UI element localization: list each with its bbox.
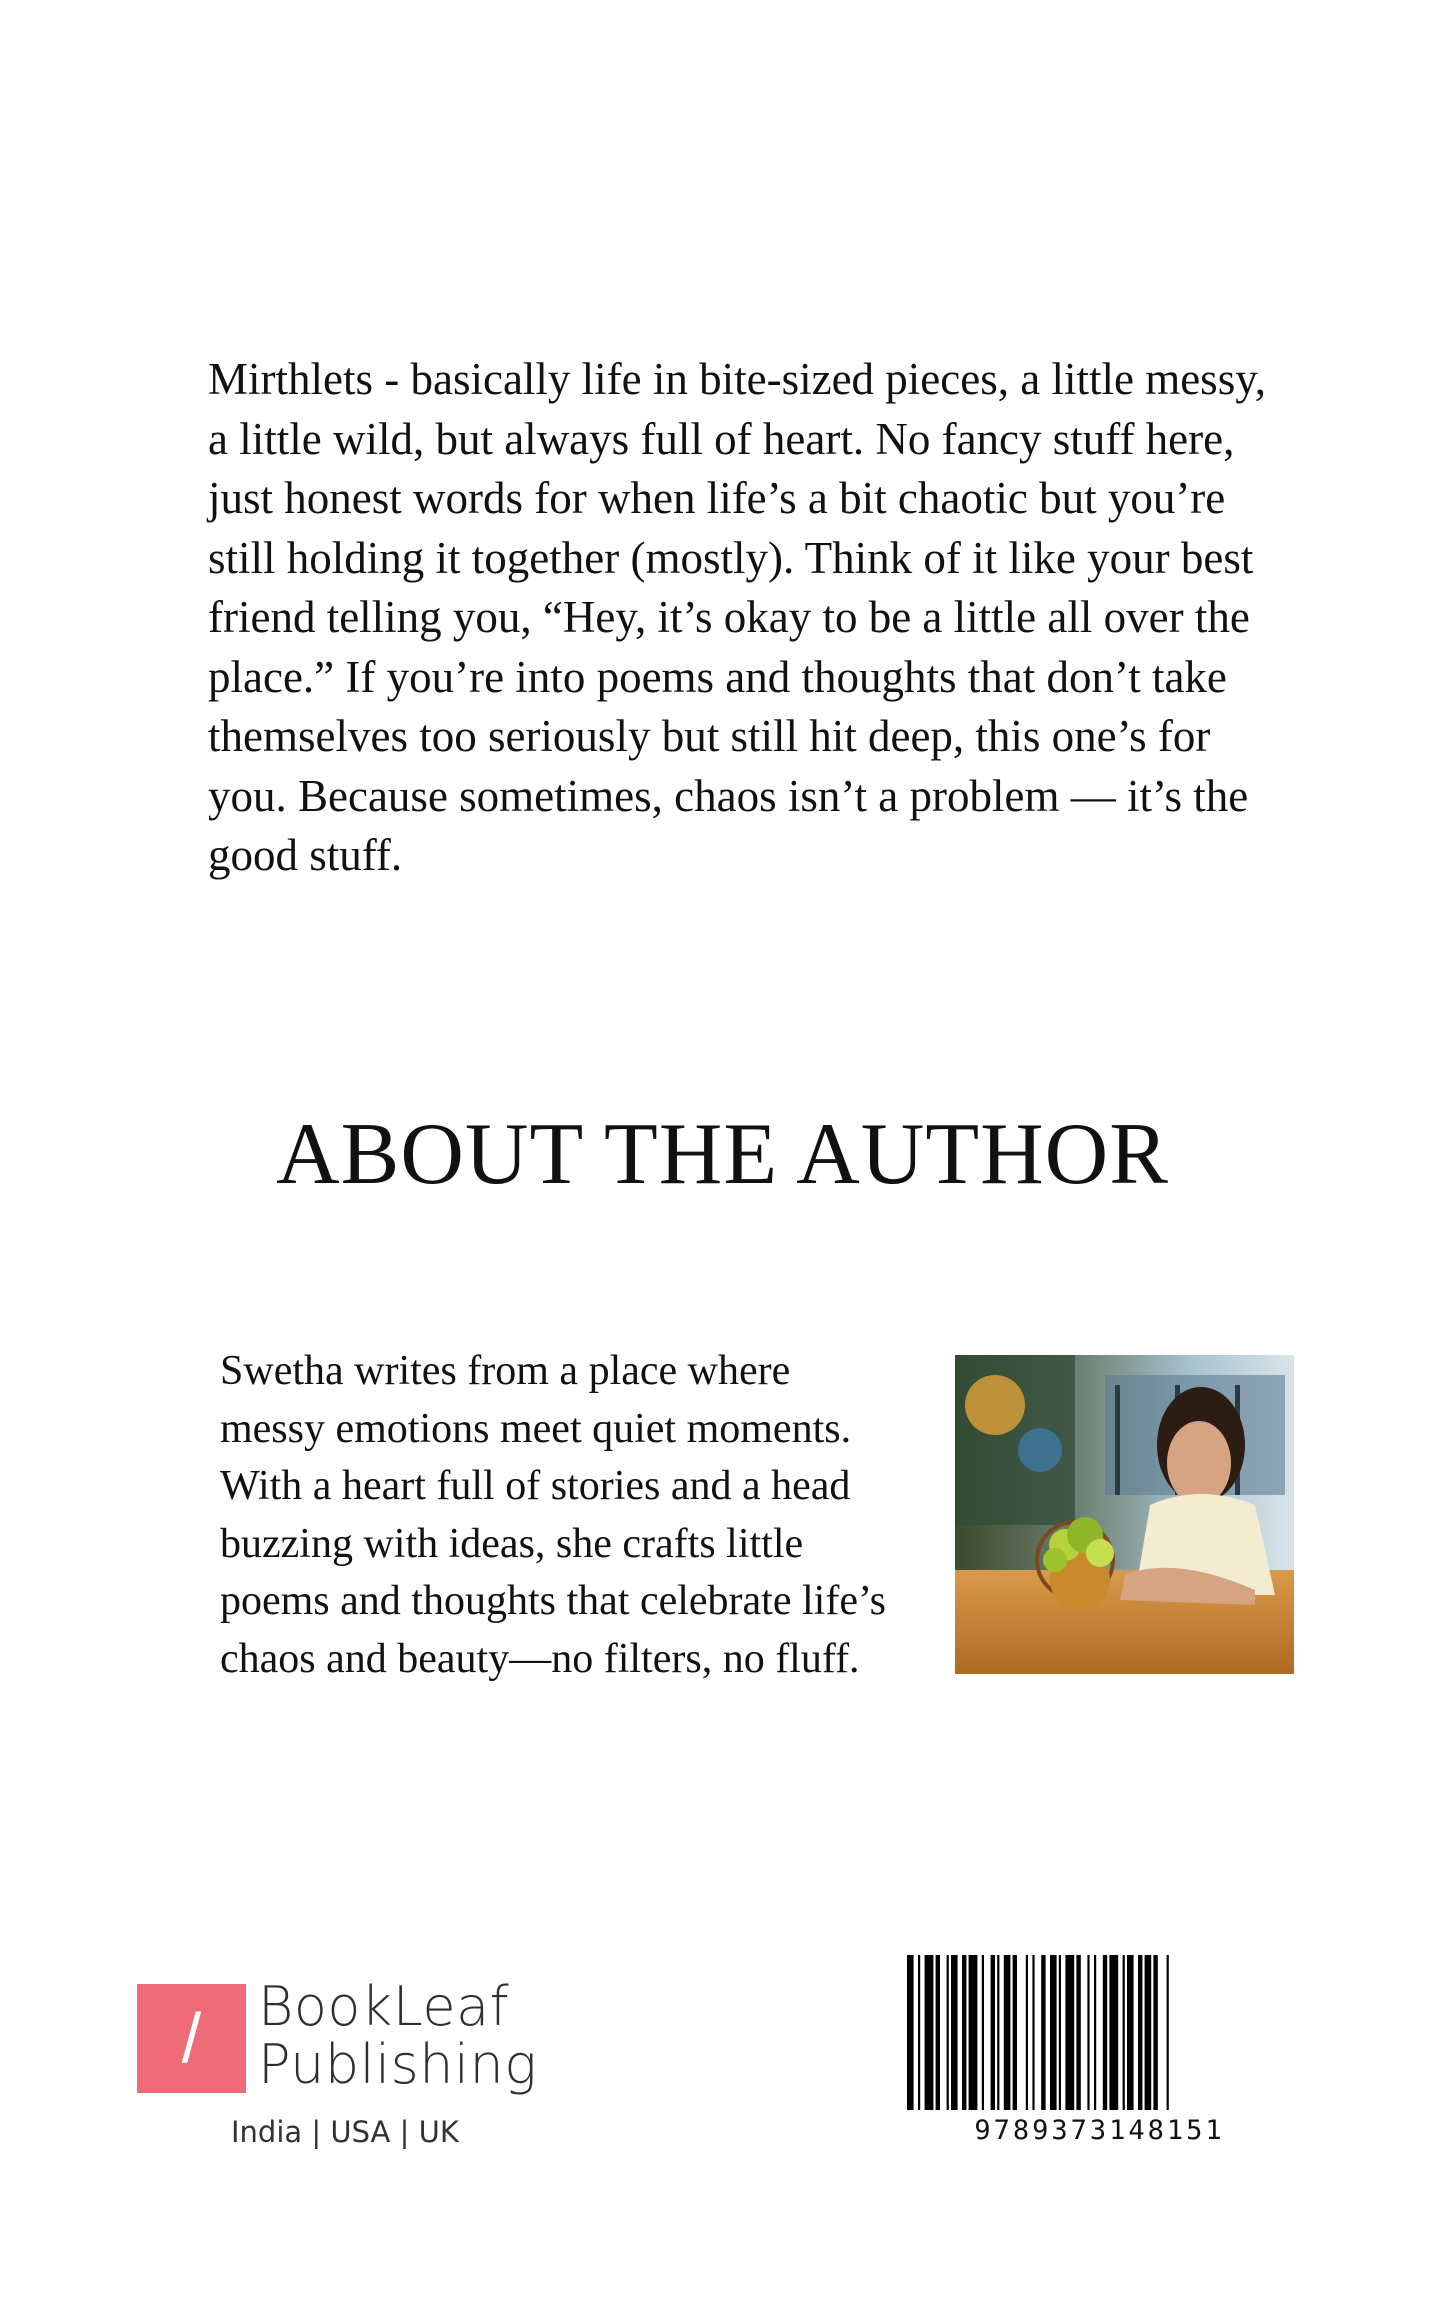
barcode-bar <box>997 1955 999 2110</box>
barcode-bar <box>1145 1955 1152 2110</box>
barcode-bar <box>1076 1955 1080 2110</box>
publisher-name-line1: BookLeaf <box>258 1975 510 2038</box>
author-photo <box>955 1355 1294 1674</box>
barcode-bar <box>1087 1955 1089 2110</box>
barcode-bar <box>1032 1955 1034 2110</box>
barcode-bar <box>969 1955 978 2110</box>
back-cover-blurb: Mirthlets - basically life in bite-sized pieces, a little messy, a little wild, but always full of heart. No fancy stuff here, just honest words for when life’s a bit chaotic but you’re still holding it together (mostly). Think of it like your best friend telling you, “Hey, it’s okay to be a little all over the place.” If you’re into poems and thoughts that don’t take themselves too seriously but still hit deep, this one’s for you. Because sometimes, chaos isn’t a problem — it’s the good stuff. <box>208 354 1267 880</box>
barcode-bar <box>1109 1955 1118 2110</box>
publisher-logo <box>137 1975 557 2154</box>
barcode <box>907 1955 1292 2110</box>
logo-slash-icon: / <box>181 1999 202 2077</box>
barcode-bar <box>1059 1955 1061 2110</box>
isbn-number: 9789373148151 <box>974 2115 1225 2146</box>
barcode-bar <box>936 1955 940 2110</box>
author-bio: Swetha writes from a place where messy emotions meet quiet moments. With a heart full of stories and a head buzzing with ideas, she crafts little poems and thoughts that celebrate life’s chaos and beauty—no filters, no fluff. <box>220 1348 886 1682</box>
barcode-bar <box>907 1955 914 2110</box>
barcode-bar <box>951 1955 958 2110</box>
barcode-bar <box>1167 1955 1169 2110</box>
barcode-bar <box>918 1955 920 2110</box>
barcode-bar <box>991 1955 995 2110</box>
barcode-bar <box>1094 1955 1096 2110</box>
about-author-heading: ABOUT THE AUTHOR <box>276 1106 1169 1203</box>
barcode-bar <box>1123 1955 1125 2110</box>
barcode-bar <box>1153 1955 1157 2110</box>
barcode-bar <box>1050 1955 1057 2110</box>
barcode-bar <box>1065 1955 1074 2110</box>
barcode-bar <box>1026 1955 1028 2110</box>
barcode-bar <box>1041 1955 1045 2110</box>
barcode-bar <box>1004 1955 1011 2110</box>
barcode-bar <box>947 1955 949 2110</box>
publisher-regions: India | USA | UK <box>231 2115 459 2149</box>
barcode-bar <box>1103 1955 1107 2110</box>
barcode-bar <box>1138 1955 1142 2110</box>
barcode-bar <box>1013 1955 1017 2110</box>
barcode-bar <box>1127 1955 1134 2110</box>
barcode-bar <box>925 1955 934 2110</box>
barcode-bar <box>982 1955 984 2110</box>
barcode-bar <box>962 1955 966 2110</box>
publisher-name-line2: Publishing <box>258 2033 538 2096</box>
